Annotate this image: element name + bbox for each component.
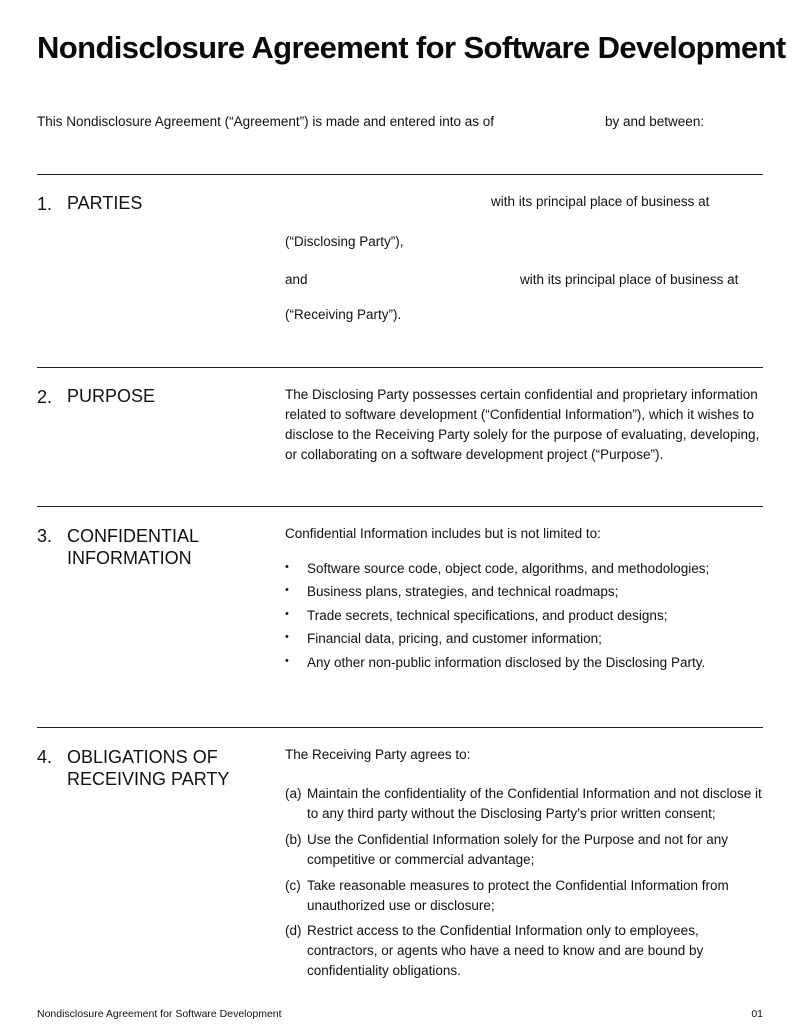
- list-item-text: [307, 876, 729, 916]
- bullet-icon: •: [285, 631, 289, 643]
- document-title: Nondisclosure Agreement for Software Development: [37, 30, 786, 65]
- section-number: 2.: [37, 387, 53, 407]
- section-number: 3.: [37, 526, 53, 546]
- section-divider: [37, 506, 763, 507]
- parties-disclosing-role: (“Disclosing Party”),: [285, 234, 404, 249]
- intro-text: This Nondisclosure Agreement (“Agreement”) is made and entered into as of: [37, 114, 494, 129]
- section-title-line: RECEIVING PARTY: [67, 769, 230, 789]
- confidential-lead: Confidential Information includes but is not limited to:: [285, 526, 601, 541]
- list-item-line: unauthorized use or disclosure;: [307, 898, 495, 913]
- section-title-purpose: PURPOSE: [67, 386, 156, 406]
- list-item-text: Financial data, pricing, and customer information;: [307, 631, 602, 646]
- list-item-line: competitive or commercial advantage;: [307, 852, 535, 867]
- list-item-line: Use the Confidential Information solely for the Purpose and not for any: [307, 832, 728, 847]
- list-item-text: Trade secrets, technical specifications, and product designs;: [307, 608, 668, 623]
- list-item-line: confidentiality obligations.: [307, 963, 461, 978]
- list-item-label: (d): [285, 923, 302, 938]
- section-number: 4.: [37, 747, 53, 767]
- section-title-parties: PARTIES: [67, 193, 143, 213]
- list-item-text: [307, 921, 703, 981]
- page-number: 01: [751, 1008, 763, 1020]
- list-item-label: (b): [285, 832, 302, 847]
- bullet-icon: •: [285, 561, 289, 573]
- section-divider: [37, 367, 763, 368]
- obligations-lead: The Receiving Party agrees to:: [285, 747, 471, 762]
- bullet-icon: •: [285, 655, 289, 667]
- purpose-line: disclose to the Receiving Party solely for the purpose of evaluating, developing,: [285, 427, 760, 442]
- bullet-icon: •: [285, 608, 289, 620]
- section-title-line: OBLIGATIONS OF: [67, 747, 218, 767]
- section-title-confidential: [67, 525, 199, 569]
- purpose-line: related to software development (“Confidential Information”), which it wishes to: [285, 407, 754, 422]
- list-item-text: [307, 784, 762, 824]
- list-item-label: (c): [285, 878, 301, 893]
- list-item-line: Take reasonable measures to protect the Confidential Information from: [307, 878, 729, 893]
- section-title-line: INFORMATION: [67, 548, 192, 568]
- parties-receiving-address-label: with its principal place of business at: [520, 272, 739, 287]
- list-item-label: (a): [285, 786, 302, 801]
- list-item-text: Any other non-public information disclosed by the Disclosing Party.: [307, 655, 706, 670]
- section-title-line: CONFIDENTIAL: [67, 526, 200, 546]
- parties-disclosing-address-label: with its principal place of business at: [491, 194, 710, 209]
- list-item-text: Software source code, object code, algorithms, and methodologies;: [307, 561, 710, 576]
- section-title-obligations: [67, 746, 229, 790]
- list-item-line: to any third party without the Disclosing Party’s prior written consent;: [307, 806, 716, 821]
- list-item-line: contractors, or agents who have a need to know and are bound by: [307, 943, 704, 958]
- bullet-icon: •: [285, 584, 289, 596]
- section-divider: [37, 727, 763, 728]
- list-item-text: [307, 830, 728, 870]
- footer-title: Nondisclosure Agreement for Software Development: [37, 1008, 282, 1020]
- section-number: 1.: [37, 194, 53, 214]
- list-item-line: Restrict access to the Confidential Information only to employees,: [307, 923, 699, 938]
- parties-receiving-role: (“Receiving Party”).: [285, 307, 402, 322]
- purpose-line: The Disclosing Party possesses certain confidential and proprietary information: [285, 387, 758, 402]
- list-item-text: Business plans, strategies, and technical roadmaps;: [307, 584, 619, 599]
- purpose-paragraph: [285, 385, 763, 465]
- purpose-line: or collaborating on a software development project (“Purpose”).: [285, 447, 664, 462]
- parties-and: and: [285, 272, 308, 287]
- list-item-line: Maintain the confidentiality of the Confidential Information and not disclose it: [307, 786, 762, 801]
- intro-by-and-between: by and between:: [605, 114, 705, 129]
- section-divider: [37, 174, 763, 175]
